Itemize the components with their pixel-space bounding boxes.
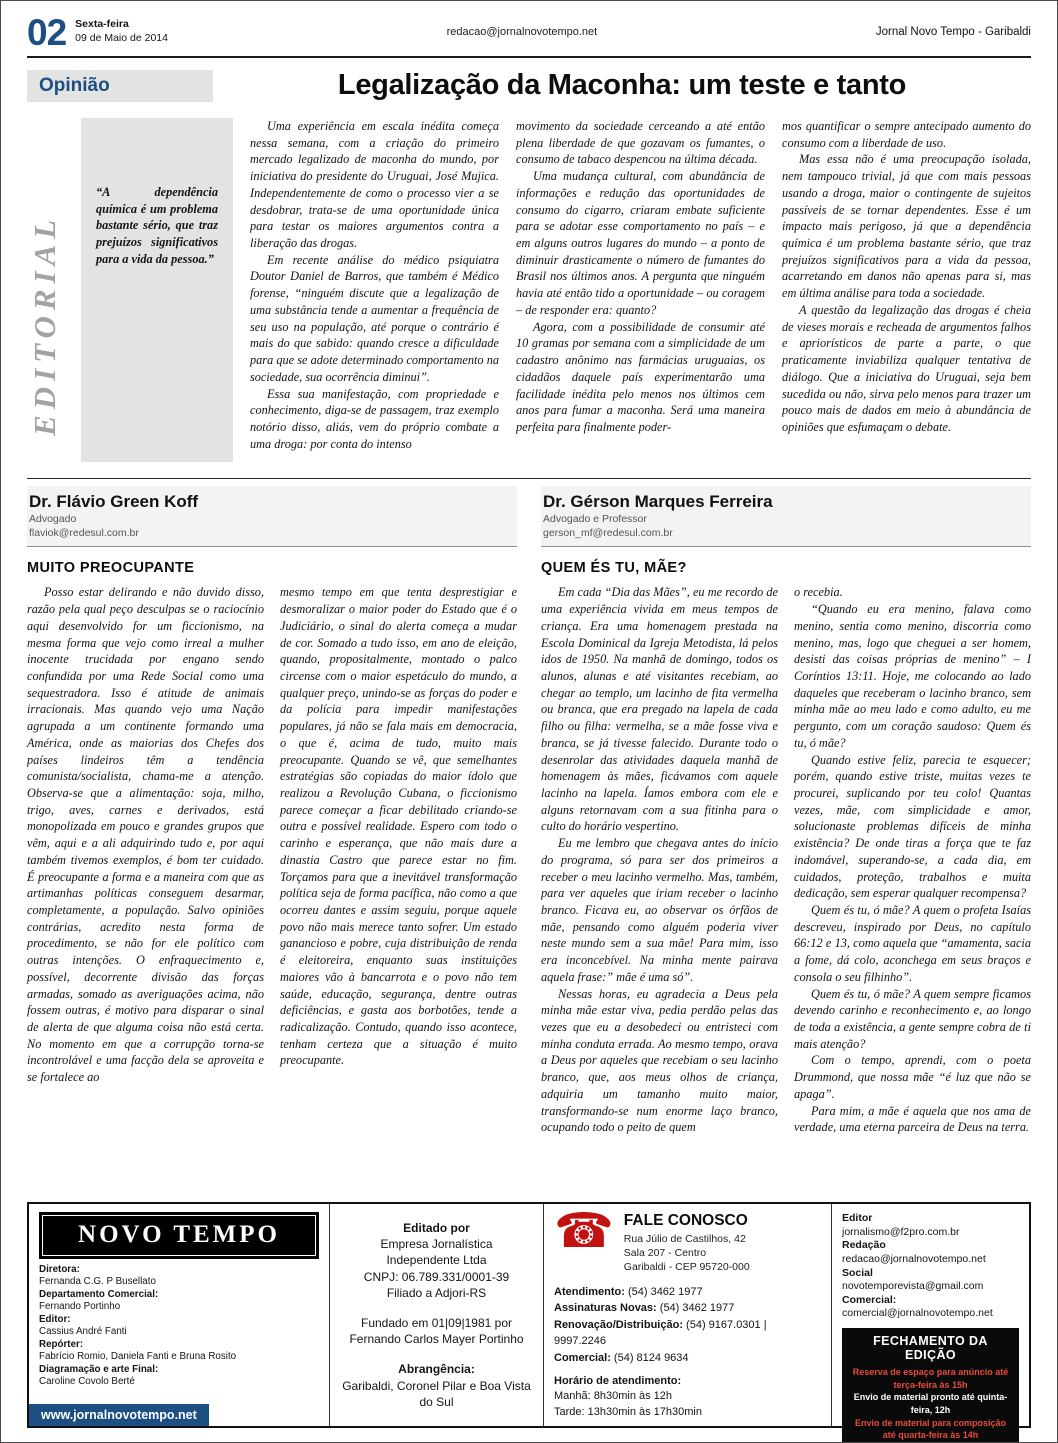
headline: Legalização da Maconha: um teste e tanto	[337, 69, 907, 101]
masthead-rule	[27, 56, 1031, 58]
published-by-label: Editado por	[403, 1221, 470, 1235]
paragraph: Mas essa não é uma preocupação isolada, nem tampouco trivial, já que com mais pessoas usando a droga, maior o contingente de sujeitos passíveis de se tornar dependentes. Esse é um impacto mais perigoso, já que a dependência química é um problema bastante sério, que traz prejuízos significativos para a vida da pessoa, acarretando em danos não apenas para si, mas em última análise para toda a sociedade.	[782, 152, 1031, 301]
editorial-section	[27, 118, 1031, 462]
address-line: Garibaldi - CEP 95720-000	[623, 1261, 750, 1274]
editorial-rail	[27, 118, 233, 462]
hours-label: Horário de atendimento:	[554, 1375, 682, 1388]
paragraph: Quem és tu, ó mãe? A quem o profeta Isaías descreveu, inspirado por Deus, no capítulo 66:12 e 13, como aquela que “amamenta, sacia a fome, dá colo, aconchega em seus braços e consola o seu filhinho”.	[794, 903, 1031, 984]
email-label: Editor	[842, 1212, 873, 1224]
author-email: gerson_mf@redesul.com.br	[543, 527, 673, 540]
paragraph: Posso estar delirando e não duvido disso, razão pela qual peço desculpas se o raciocínio aqui desenvolvido for um ficcionismo, na mesma forma que vejo como irreal a mulher inocente trucidada por engano sendo confundida por uma Rede Social como uma sequestradora. Isso é atitude de animais irracionais. Mas quando vejo uma Nação agrupada a um continente formando uma América, onde as maiorias dos Chefes dos países lindeiros têm a tendência comunista/socialista, chama-me a atenção. Observa-se que a alimentação: soja, milho, trigo, aves, carnes e derivados, está monopolizada em pouco e grandes grupos que vêm, aqui e a ali adquirindo tudo e, por aqui também tivemos exemplos, é bom ter cuidado. É preocupante a forma e a maneira com que as artimanhas políticas conseguem desarmar, completamente, a população. Salvo opiniões contrárias, acredito nesta forma de procedimento, se não for ele político com outras intenções. O enfraquecimento e, possível, decorrente divisão das forças armadas, somado as averiguações acima, não fossem outras, é motivo para disparar o sinal de alerta de que alguma coisa não está certa. No momento em que a corrupção torna-se incontrolável e uma facção dela se aproveita e se fortalece ao	[27, 585, 264, 1085]
editorial-quote-box	[81, 118, 233, 462]
weekday: Sexta-feira	[75, 18, 129, 31]
contact-header	[554, 1205, 821, 1275]
email-value: comercial@jornalnovotempo.net	[842, 1307, 993, 1320]
phone-label: Assinaturas Novas:	[554, 1302, 657, 1315]
founded-line: Fernando Carlos Mayer Portinho	[349, 1332, 524, 1347]
paragraph: Eu me lembro que chegava antes do início do programa, só para ser dos primeiros a receber o meu lacinho vermelho. Mas, também, para ver aqueles que iriam receber o lacinho branco. Ficava eu, ao observar os órfãos de mãe, pensando como alguém poderia viver neste mundo sem a sua mãe! Para mim, isso era inconcebível. Na minha mente pairava aquela frase:” mãe é uma só”.	[541, 836, 778, 984]
paragraph: Uma experiência em escala inédita começa nessa semana, com a criação do primeiro mercado legalizado de maconha do mundo, por iniciativa do presidente do Uruguai, José Mujica. Independentemente de como o processo vier a se desdobrar, trata-se de uma oportunidade única para testar os maiores argumentos contra a liberação das drogas.	[250, 119, 499, 251]
phone-number: (54) 9167.0301 | 9997.2246	[554, 1318, 767, 1348]
article-body	[27, 584, 517, 1086]
phone-label: Renovação/Distribuição:	[554, 1318, 683, 1331]
paragraph: mesmo tempo em que tenta desprestigiar e desmoralizar o maior poder do Estado que é o Judiciário, o sinal do alerta começa a mudar de cor. Somado a tudo isso, em ano de eleição, quando, propositalmente, montado o palco circense com o maior espetáculo do mundo, a qualquer preço, unindo-se as forças do poder e da polícia para impedir manifestações populares, já não se fala mais em democracia, o que é, acima de tudo, muito mais preocupante. Quando se vê, que semelhantes estratégias são copiadas do maior ídolo que realizou a Revolução Cubana, o ficcionismo parece começar a ficar debilitado criando-se outra e possível realidade. Espero com todo o carinho e esperança, que não mais dure a dinastia Castro que parece estar no fim. Torçamos para que a inevitável transformação política seja de forma pacífica, não como a que ocorreu dantes e assim seguiu, porque aquele povo não mais merece tanto sofrer. Um estado ganancioso e pobre, cuja distribuição de renda é eleitoreira, enquanto suas instituições maiores vão à bancarrota e o povo não tem saúde, educação, segurança, dentre outras deficiências, e gasta aos borbotões, tende a radicalização. Contudo, quando isso acontece, tenham certeza que a situação é muito preocupante.	[280, 585, 517, 1068]
opening-hours	[554, 1374, 821, 1420]
expediente-footer	[27, 1202, 1031, 1441]
publisher-line: Independente Ltda	[386, 1253, 487, 1268]
article-column-1	[541, 584, 778, 1136]
phone-number: (54) 3462 1977	[627, 1285, 703, 1298]
hours-line: Tarde: 13h30min às 17h30min	[554, 1405, 702, 1418]
article-column-2	[280, 584, 517, 1086]
section-label-opiniao: Opinião	[27, 70, 213, 102]
publisher-group	[340, 1220, 533, 1301]
article-quem-es-tu-mae	[541, 486, 1031, 1136]
author-header	[27, 486, 517, 547]
publisher-line: Empresa Jornalística	[380, 1237, 493, 1252]
footer-publisher-cell	[329, 1204, 543, 1426]
address-line: Sala 207 - Centro	[623, 1247, 707, 1260]
paragraph: Agora, com a possibilidade de consumir até 10 gramas por semana com a simplicidade de um cadastro anônimo nas farmácias uruguaias, os cidadãos daquele país experimentarão uma facilidade inédita pelo menos nos últimos cem anos para fumar a maconha. Será uma maneira perfeita para finalmente poder-	[516, 319, 765, 434]
publisher-line: Filiado a Adjori-RS	[386, 1285, 487, 1300]
article-title: QUEM ÉS TU, MÃE?	[541, 560, 687, 577]
staff-label: Diagramação e arte Final:	[39, 1363, 159, 1375]
address-line: Rua Júlio de Castilhos, 42	[623, 1233, 746, 1245]
telephone-icon: ☎	[554, 1205, 614, 1258]
coverage-value: Garibaldi, Coronel Pilar e Boa Vista do Sul	[342, 1378, 531, 1409]
page-number: 02	[27, 11, 67, 53]
staff-label: Diretora:	[39, 1264, 80, 1275]
paragraph: Quem és tu, ó mãe? A quem sempre ficamos devendo carinho e reconhecimento e, ao longo de toda a existência, a gente sempre cobra de ti mais atenção?	[794, 986, 1031, 1051]
novo-tempo-logo: NOVO TEMPO	[39, 1212, 319, 1259]
article-column-2	[794, 584, 1031, 1136]
article-muito-preocupante	[27, 486, 517, 1136]
paragraph: o recebia.	[794, 585, 843, 600]
paragraph: movimento da sociedade cerceando a até então plena liberdade de que gozavam os fumantes, o consumo de tabaco despencou na última década.	[516, 119, 765, 167]
founded-line: Fundado em 01|09|1981 por	[360, 1315, 512, 1330]
email-label: Redação	[842, 1239, 886, 1252]
publisher-line: CNPJ: 06.789.331/0001-39	[363, 1269, 510, 1284]
phone-label: Atendimento:	[554, 1285, 625, 1298]
email-label: Social	[842, 1266, 873, 1279]
closing-line: Envio de material para composição até quarta-feira às 14h	[854, 1417, 1007, 1441]
closing-line: Reserva de espaço para anúncio até terça-feira às 15h	[852, 1367, 1009, 1390]
coverage-group	[340, 1361, 533, 1410]
paragraph: Com o tempo, aprendi, com o poeta Drummond, que nossa mãe “é luz que não se apaga”.	[794, 1053, 1031, 1101]
paragraph: Nessas horas, eu agradecia a Deus pela minha mãe estar viva, pedia perdão pelas das vezes que eu a desobedeci ou entristeci com minha conduta errada. Ao mesmo tempo, orava a Deus por aqueles que recebiam o seu lacinho branco, que, aos meus olhos de criança, adquiria um tamanho muito maior, transformando-se num enorme laço branco, ocupando todo o peito de quem	[541, 986, 778, 1135]
phone-list	[554, 1284, 821, 1367]
phone-line	[554, 1284, 821, 1301]
date-block	[75, 18, 168, 45]
staff-label: Repórter:	[39, 1338, 84, 1350]
staff-value: Fernando Portinho	[39, 1301, 121, 1313]
paragraph: Uma mudança cultural, com abundância de informações e redução das oportunidades de consumo do cigarro, criaram embate suficiente para se adotar esse comportamento no país – e em alguns outros lugares do mundo – a ponto de diminuir drasticamente o número de fumantes do Brasil nos últimos anos. A pergunta que ninguém havia até então tido a oportunidade – ou coragem – de responder era: quanto?	[516, 169, 765, 317]
paragraph: mos quantificar o sempre antecipado aumento do consumo com a liberdade de uso.	[782, 119, 1031, 150]
email-value: redacao@jornalnovotempo.net	[842, 1252, 986, 1265]
footer-contact-cell	[543, 1204, 831, 1426]
contact-title: FALE CONOSCO	[623, 1212, 748, 1229]
article-column-1	[27, 584, 264, 1086]
founded-group	[340, 1315, 533, 1347]
staff-label: Editor:	[39, 1313, 71, 1325]
phone-line	[554, 1317, 821, 1350]
author-email: flaviok@redesul.com.br	[29, 527, 139, 540]
footer-staff-cell	[29, 1204, 329, 1426]
columnists-section	[27, 478, 1031, 1136]
staff-value: Caroline Covolo Berté	[39, 1375, 135, 1387]
staff-value: Fernanda C.G. P Busellato	[39, 1276, 156, 1288]
staff-value: Cassius André Fanti	[39, 1326, 127, 1338]
website-bar: www.jornalnovotempo.net	[29, 1404, 209, 1426]
phone-line	[554, 1300, 821, 1317]
editorial-vertical-label: EDITORIAL	[27, 213, 62, 436]
author-role: Advogado e Professor	[543, 513, 647, 525]
coverage-label: Abrangência:	[398, 1362, 475, 1377]
paragraph: Quando estive feliz, parecia te esquecer; porém, quando estive triste, muitas vezes te procurei, suplicando por teu colo! Quantas vezes, mãe, com simplicidade e amor, solucionaste problemas difíceis de minha existência? De onde tiras a força que te faz indomável, superando-se, a cada dia, em cuidados, proteção, trabalhos e muita dedicação, sem esperar qualquer recompensa?	[794, 752, 1031, 901]
date: 09 de Maio de 2014	[75, 32, 168, 44]
closing-title: FECHAMENTO DA EDIÇÃO	[873, 1334, 988, 1363]
phone-label: Comercial:	[554, 1351, 611, 1364]
email-value: novotemporevista@gmail.com	[842, 1280, 984, 1293]
email-list	[842, 1212, 1019, 1321]
staff-label: Departamento Comercial:	[39, 1288, 159, 1300]
editorial-column-2	[516, 118, 765, 462]
staff-list	[39, 1264, 319, 1388]
paragraph: Para mim, a mãe é aquela que nos ama de verdade, uma eterna parceira de Deus na terra.	[794, 1103, 1031, 1135]
author-name: Dr. Flávio Green Koff	[29, 492, 199, 511]
hours-line: Manhã: 8h30min às 12h	[554, 1390, 673, 1403]
staff-value: Fabrício Romio, Daniela Fanti e Bruna Rosito	[39, 1351, 237, 1363]
editorial-column-1	[250, 118, 499, 462]
editorial-quote-text: “A dependência química é um problema bastante sério, que traz prejuízos significativos para a vida da pessoa.”	[96, 185, 218, 266]
phone-number: (54) 8124 9634	[613, 1351, 689, 1364]
email-label: Comercial:	[842, 1293, 897, 1306]
closing-line: Envio de material pronto até quinta-feira, 12h	[853, 1392, 1008, 1415]
article-title: MUITO PREOCUPANTE	[27, 560, 195, 577]
paragraph: Em cada “Dia das Mães”, eu me recordo de uma experiência vivida em meus tempos de criança. Era uma homenagem prestada na Escola Dominical da Igreja Metodista, lá pelos idos de 1950. Na manhã de domingo, todos os alunos, alunas e até visitantes recebiam, ao chegar ao templo, um lacinho de fita vermelha ou branca, que era pregado na lapela de cada filho ou filha: vermelha, se a mãe fosse viva e branca, se já tivesse falecido. Durante todo o desenrolar das atividades daquela manhã de homenagem às mães, ficávamos com aquele lacinho na lapela. Íamos embora com ele e alguns retornavam com a sua fitinha para o culto do horário vespertino.	[541, 585, 778, 834]
author-role: Advogado	[29, 513, 77, 525]
paragraph: Em recente análise do médico psiquiatra Doutor Daniel de Barros, que também é Médico forense, “ninguém discute que a legalização de uma substância tende a aumentar a frequência de seu uso na população, até porque o contrário é mais do que sabido: quando cresce a dificuldade para que se adote determinado comportamento na sociedade, sua ocorrência diminui”.	[250, 252, 499, 384]
phone-line	[554, 1350, 821, 1367]
phone-number: (54) 3462 1977	[659, 1302, 735, 1315]
paper-name: Jornal Novo Tempo - Garibaldi	[875, 26, 1031, 38]
author-header	[541, 486, 1031, 547]
paragraph: Essa sua manifestação, com propriedade e conhecimento, diga-se de passagem, traz exemplo notório disso, aliás, vem do próprio combate a uma droga: por conta do intenso	[250, 386, 499, 451]
editorial-column-3	[782, 118, 1031, 462]
title-row	[27, 69, 1031, 102]
article-body	[541, 584, 1031, 1136]
masthead	[27, 9, 1031, 55]
footer-emails-cell	[831, 1204, 1029, 1441]
paragraph: A questão da legalização das drogas é cheia de vieses morais e recheada de argumentos falhos e apriorísticos de parte a parte, o que praticamente inviabiliza qualquer tentativa de diálogo. Que a iniciativa do Uruguai, seja bem sucedida ou não, sirva pelo menos para trazer um pouco mais de dados em meio à abundância de opiniões que esfumaçam o debate.	[782, 302, 1031, 434]
contact-info	[624, 1212, 750, 1275]
masthead-email: redacao@jornalnovotempo.net	[446, 26, 598, 38]
paragraph: “Quando eu era menino, falava como menino, sentia como menino, discorria como menino, mas, logo que cheguei a ser homem, desisti das coisas próprias de menino” – I Coríntios 13:11. Hoje, me colocando ao lado daqueles que receberam o lacinho branco, sem minha mãe ao meu lado e como adulto, eu me pergunto, com um coração saudoso: Quem és tu, ó mãe?	[794, 602, 1031, 750]
email-value: jornalismo@f2pro.com.br	[842, 1225, 960, 1238]
author-name: Dr. Gérson Marques Ferreira	[543, 492, 773, 511]
edition-closing-box	[842, 1328, 1019, 1443]
